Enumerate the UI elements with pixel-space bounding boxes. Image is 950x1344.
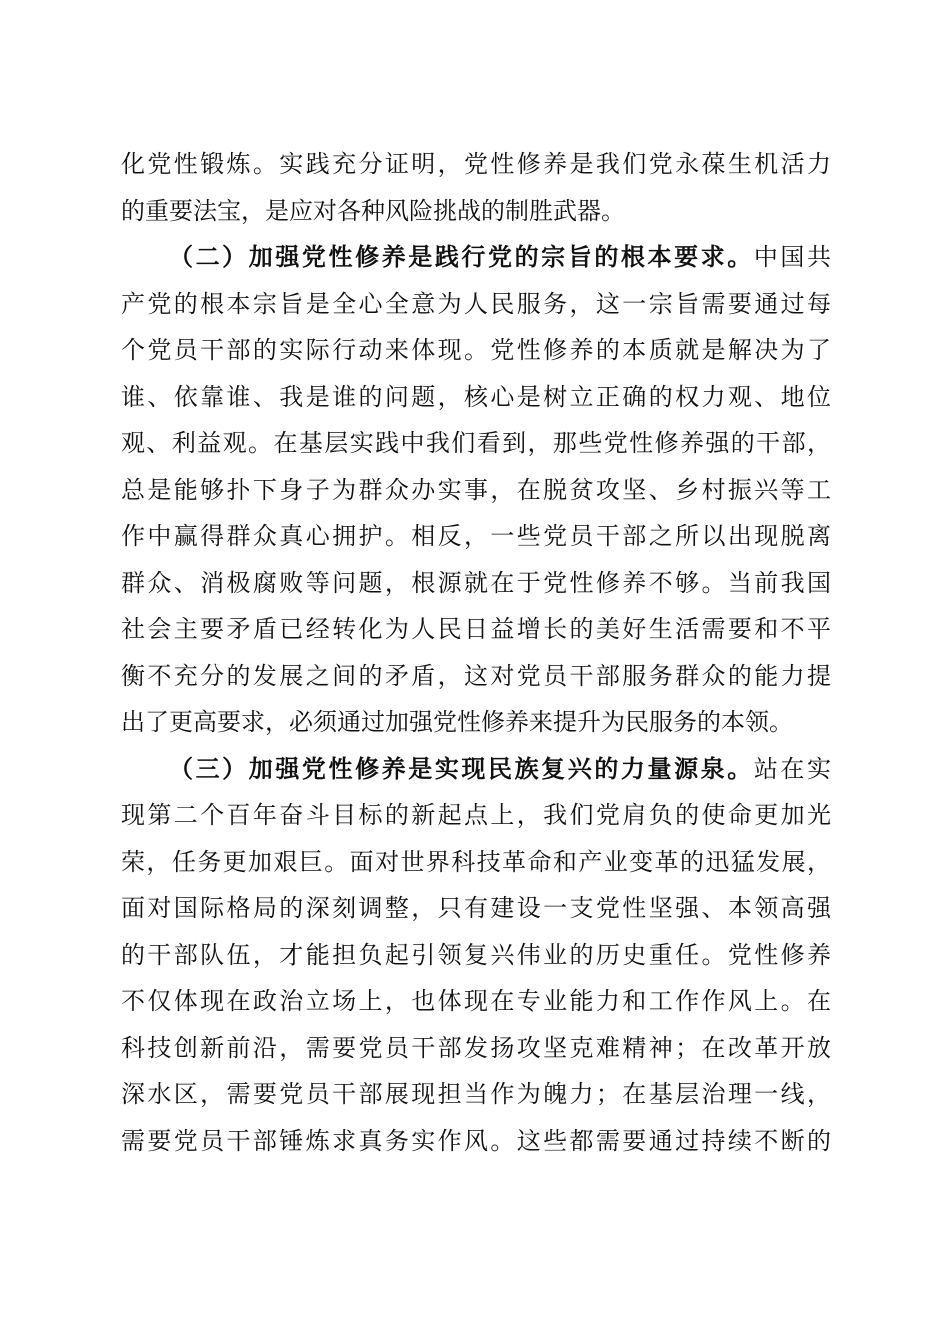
paragraph-line: 社会主要矛盾已经转化为人民日益增长的美好生活需要和不平 <box>121 615 831 643</box>
paragraph-line: 科技创新前沿，需要党员干部发扬攻坚克难精神；在改革开放 <box>121 1033 831 1062</box>
paragraph-line: 需要党员干部锤炼求真务实作风。这些都需要通过持续不断的 <box>121 1126 831 1155</box>
paragraph-line: 总是能够扑下身子为群众办实事，在脱贫攻坚、乡村振兴等工 <box>121 475 831 504</box>
paragraph-line: 出了更高要求，必须通过加强党性修养来提升为民服务的本领。 <box>121 708 793 736</box>
paragraph-line: 作中赢得群众真心拥护。相反，一些党员干部之所以出现脱离 <box>121 522 831 550</box>
section-heading: （二）加强党性修养是践行党的宗旨的根本要求。 <box>169 242 754 271</box>
paragraph-line: 化党性锻炼。实践充分证明，党性修养是我们党永葆生机活力 <box>121 150 831 178</box>
paragraph-line: 面对国际格局的深刻调整，只有建设一支党性坚强、本领高强 <box>121 894 831 922</box>
section-heading-line <box>121 746 831 793</box>
paragraph-line: 荣，任务更加艰巨。面对世界科技革命和产业变革的迅猛发展， <box>121 847 831 876</box>
paragraph-line: 不仅体现在政治立场上，也体现在专业能力和工作作风上。在 <box>121 987 831 1015</box>
paragraph-line: 产党的根本宗旨是全心全意为人民服务，这一宗旨需要通过每 <box>121 289 831 318</box>
section-heading-line <box>121 234 831 281</box>
section-heading: （三）加强党性修养是实现民族复兴的力量源泉。 <box>169 753 754 783</box>
body-text <box>121 141 831 1164</box>
paragraph-text: 中国共 <box>753 243 832 271</box>
paragraph-line: 现第二个百年奋斗目标的新起点上，我们党肩负的使命更加光 <box>121 801 831 829</box>
paragraph-line: 观、利益观。在基层实践中我们看到，那些党性修养强的干部， <box>121 429 831 457</box>
paragraph-line: 衡不充分的发展之间的矛盾，这对党员干部服务群众的能力提 <box>121 661 831 690</box>
paragraph-text: 站在实 <box>753 754 832 783</box>
paragraph-line: 个党员干部的实际行动来体现。党性修养的本质就是解决为了 <box>121 336 831 364</box>
paragraph-line: 的干部队伍，才能担负起引领复兴伟业的历史重任。党性修养 <box>121 940 831 969</box>
paragraph-line: 谁、依靠谁、我是谁的问题，核心是树立正确的权力观、地位 <box>121 382 831 411</box>
paragraph-line: 深水区，需要党员干部展现担当作为魄力；在基层治理一线， <box>121 1080 831 1108</box>
paragraph-line: 群众、消极腐败等问题，根源就在于党性修养不够。当前我国 <box>121 568 831 597</box>
paragraph-line: 的重要法宝，是应对各种风险挑战的制胜武器。 <box>121 196 625 225</box>
